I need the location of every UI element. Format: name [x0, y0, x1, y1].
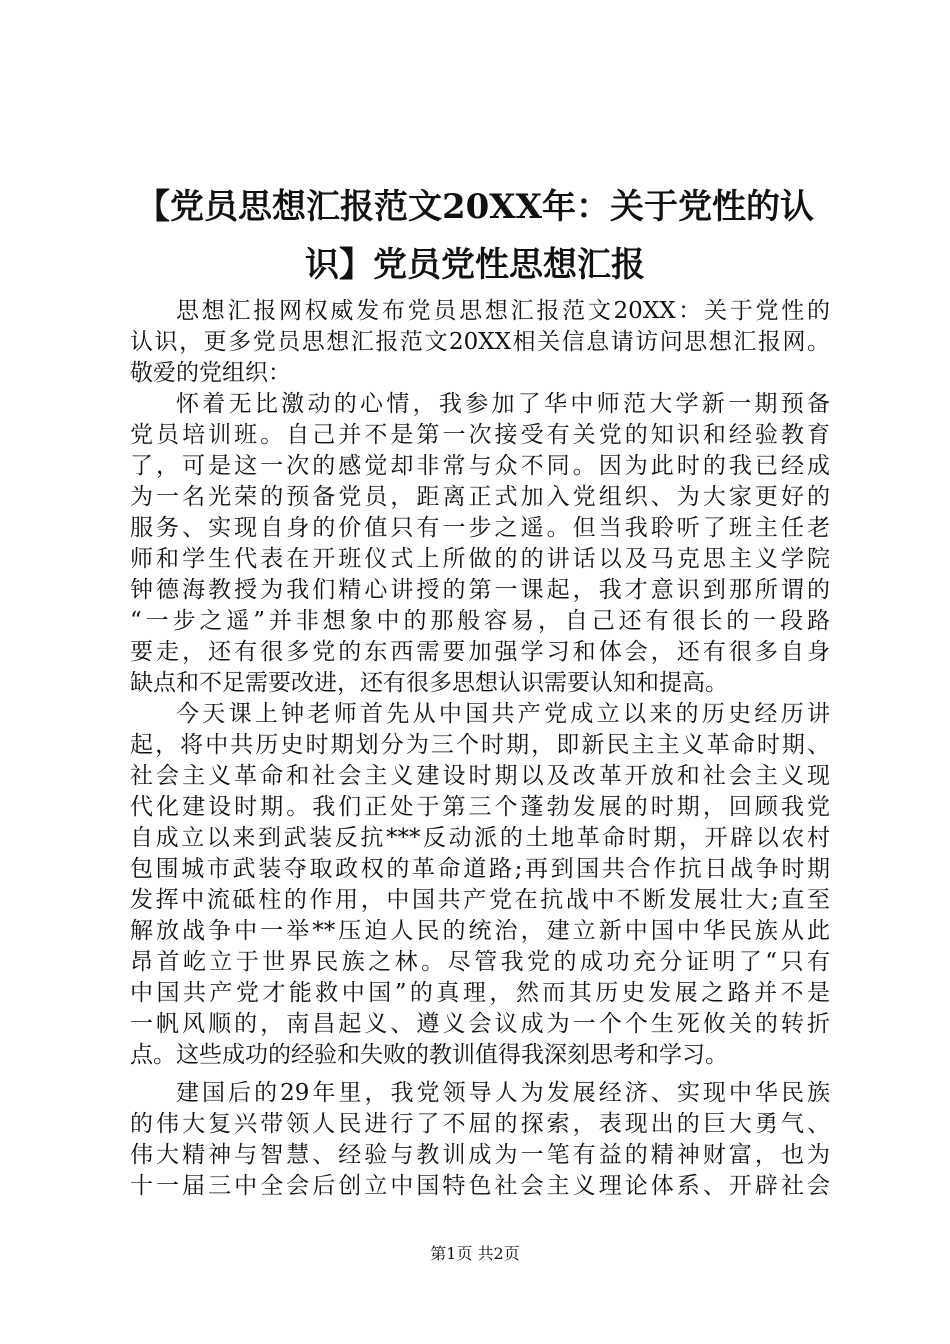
- text-line: 思想汇报网权威发布党员思想汇报范文20XX：关于党性的: [176, 298, 830, 324]
- text-line: 自成立以来到武装反抗***反动派的土地革命时期，开辟以农村: [130, 825, 830, 851]
- document-title: [120, 178, 830, 294]
- page-footer: 第1页 共2页: [430, 1244, 520, 1263]
- text-line: 解放战争中一举**压迫人民的统治，建立新中国中华民族从此: [130, 918, 830, 944]
- text-line: 代化建设时期。我们正处于第三个蓬勃发展的时期，回顾我党: [130, 794, 830, 820]
- text-line: 要走，还有很多党的东西需要加强学习和体会，还有很多自身: [130, 639, 830, 665]
- text-line: 发挥中流砥柱的作用，中国共产党在抗战中不断发展壮大;直至: [130, 887, 830, 913]
- text-line: 起，将中共历史时期划分为三个时期，即新民主主义革命时期、: [130, 732, 830, 758]
- text-line: 敬爱的党组织：: [130, 360, 291, 386]
- text-line: 的伟大复兴带领人民进行了不屈的探索，表现出的巨大勇气、: [130, 1111, 830, 1137]
- text-line: 点。这些成功的经验和失败的教训值得我深刻思考和学习。: [130, 1042, 728, 1068]
- text-line: 昂首屹立于世界民族之林。尽管我党的成功充分证明了“只有: [130, 949, 830, 975]
- text-line: 建国后的29年里，我党领导人为发展经济、实现中华民族: [176, 1080, 830, 1106]
- paragraph-gap: [130, 1071, 830, 1078]
- text-line: 了，可是这一次的感觉却非常与众不同。因为此时的我已经成: [130, 453, 830, 479]
- paragraph: [130, 1078, 830, 1202]
- text-line: 怀着无比激动的心情，我参加了华中师范大学新一期预备: [176, 391, 830, 417]
- text-line: 今天课上钟老师首先从中国共产党成立以来的历史经历讲: [176, 701, 830, 727]
- text-line: 缺点和不足需要改进，还有很多思想认识需要认知和提高。: [130, 670, 728, 696]
- text-line: 党员培训班。自己并不是第一次接受有关党的知识和经验教育: [130, 422, 830, 448]
- text-line: 十一届三中全会后创立中国特色社会主义理论体系、开辟社会: [130, 1173, 830, 1199]
- text-line: 钟德海教授为我们精心讲授的第一课起，我才意识到那所谓的: [130, 577, 830, 603]
- text-line: 服务、实现自身的价值只有一步之遥。但当我聆听了班主任老: [130, 515, 830, 541]
- text-line: 包围城市武装夺取政权的革命道路;再到国共合作抗日战争时期: [130, 856, 830, 882]
- title-line: 识】党员党性思想汇报: [305, 245, 645, 285]
- text-line: “一步之遥”并非想象中的那般容易，自己还有很长的一段路: [130, 608, 830, 634]
- text-line: 中国共产党才能救中国”的真理，然而其历史发展之路并不是: [130, 980, 830, 1006]
- text-line: 认识，更多党员思想汇报范文20XX相关信息请访问思想汇报网。: [130, 329, 830, 355]
- document-body: [130, 296, 830, 1202]
- text-line: 一帆风顺的，南昌起义、遵义会议成为一个个生死攸关的转折: [130, 1011, 830, 1037]
- text-line: 为一名光荣的预备党员，距离正式加入党组织、为大家更好的: [130, 484, 830, 510]
- paragraph: [130, 389, 830, 699]
- text-line: 伟大精神与智慧、经验与教训成为一笔有益的精神财富，也为: [130, 1142, 830, 1168]
- text-line: 社会主义革命和社会主义建设时期以及改革开放和社会主义现: [130, 763, 830, 789]
- paragraph: [130, 296, 830, 389]
- paragraph: [130, 699, 830, 1071]
- text-line: 师和学生代表在开班仪式上所做的的讲话以及马克思主义学院: [130, 546, 830, 572]
- title-line: 【党员思想汇报范文20XX年：关于党性的认: [135, 187, 815, 227]
